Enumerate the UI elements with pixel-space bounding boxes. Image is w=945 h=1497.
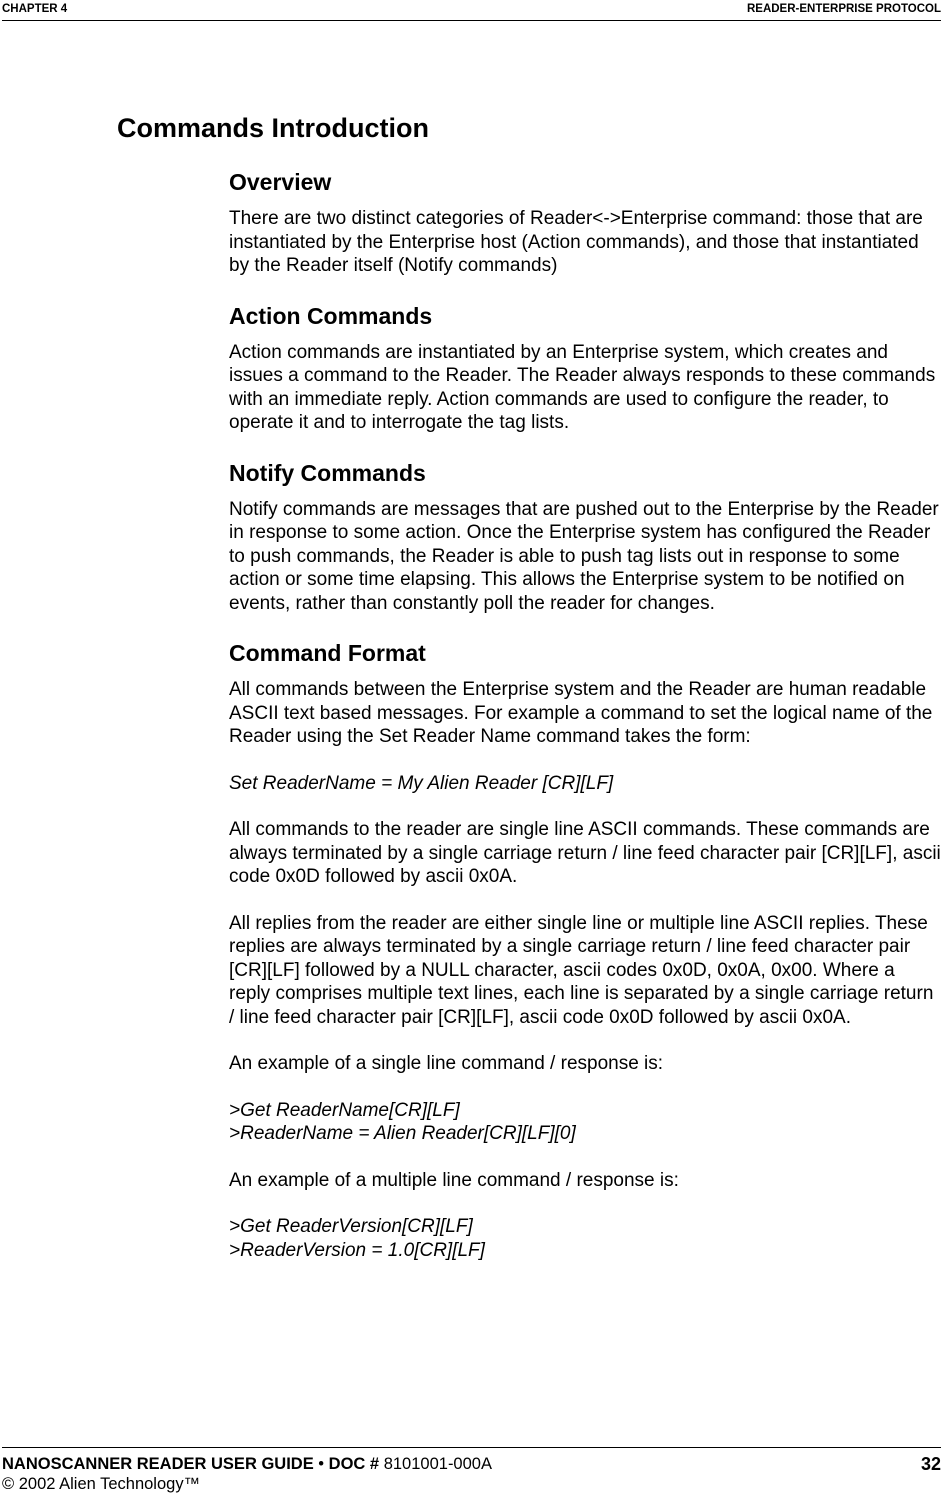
code-line: >ReaderName = Alien Reader[CR][LF][0]: [229, 1123, 576, 1144]
doc-label: DOC #: [328, 1455, 380, 1473]
bullet: •: [318, 1455, 325, 1473]
section-action-commands: [229, 301, 941, 435]
paragraph: Action commands are instantiated by an Enterprise system, which creates and issues a command to the Reader. The Reader always responds to these commands with an immediate reply. Action commands are used to configure the reader, to operate it and to interrogate the tag lists.: [229, 341, 936, 433]
section-overview: [229, 167, 941, 278]
code-line: >Get ReaderVersion[CR][LF]: [229, 1216, 473, 1237]
page-number: 32: [920, 1454, 941, 1474]
section-label: READER-ENTERPRISE PROTOCOL: [746, 3, 941, 15]
section-heading: Action Commands: [229, 302, 433, 329]
doc-info: [2, 1454, 492, 1475]
paragraph: All commands between the Enterprise system and the Reader are human readable ASCII text based messages. For example a command to set the logical name of the Reader using the Set Reader Name command takes the form:: [229, 679, 933, 747]
code-example: [229, 1099, 941, 1146]
page-header: [2, 0, 941, 21]
paragraph: An example of a multiple line command / response is:: [229, 1169, 679, 1191]
chapter-label: CHAPTER 4: [2, 3, 68, 15]
section-heading: Notify Commands: [229, 459, 426, 486]
paragraph: An example of a single line command / response is:: [229, 1053, 664, 1074]
copyright: © 2002 Alien Technology™: [2, 1475, 201, 1493]
paragraph: All replies from the reader are either single line or multiple line ASCII replies. These replies are always terminated by a single carriage return / line feed character pair [CR][LF] followed by a NULL character, ascii codes 0x0D, 0x0A, 0x00. Where a reply comprises multiple text lines, each line is separated by a single carriage return / line feed character pair [CR][LF], ascii code 0x0D followed by ascii 0x0A.: [229, 912, 934, 1028]
section-notify-commands: [229, 458, 941, 616]
section-command-format: [229, 638, 941, 1262]
section-heading: Command Format: [229, 640, 426, 666]
paragraph: All commands to the reader are single line ASCII commands. These commands are always terminated by a single carriage return / line feed character pair [CR][LF], ascii code 0x0D followed by ascii 0x0A.: [229, 819, 941, 887]
main-content: [229, 167, 941, 1285]
code-example: Set ReaderName = My Alien Reader [CR][LF]: [229, 772, 614, 794]
code-line: >Get ReaderName[CR][LF]: [229, 1099, 460, 1121]
paragraph: There are two distinct categories of Reader<->Enterprise command: those that are instantiated by the Enterprise host (Action commands), and those that instantiated by the Reader itself (Notify commands): [229, 208, 923, 276]
page-title: Commands Introduction: [117, 113, 429, 143]
page-footer: [2, 1447, 941, 1496]
section-heading: Overview: [229, 169, 332, 195]
code-example: [229, 1215, 941, 1262]
doc-number: 8101001-000A: [383, 1455, 492, 1473]
guide-label: NANOSCANNER READER USER GUIDE: [2, 1455, 314, 1473]
code-line: >ReaderVersion = 1.0[CR][LF]: [229, 1239, 485, 1261]
paragraph: Notify commands are messages that are pushed out to the Enterprise by the Reader in response to some action. Once the Enterprise system has configured the Reader to push commands, the Reader is able to push tag lists out in response to some action or some time elapsing. This allows the Enterprise system to be notified on events, rather than constantly poll the reader for changes.: [229, 498, 939, 614]
